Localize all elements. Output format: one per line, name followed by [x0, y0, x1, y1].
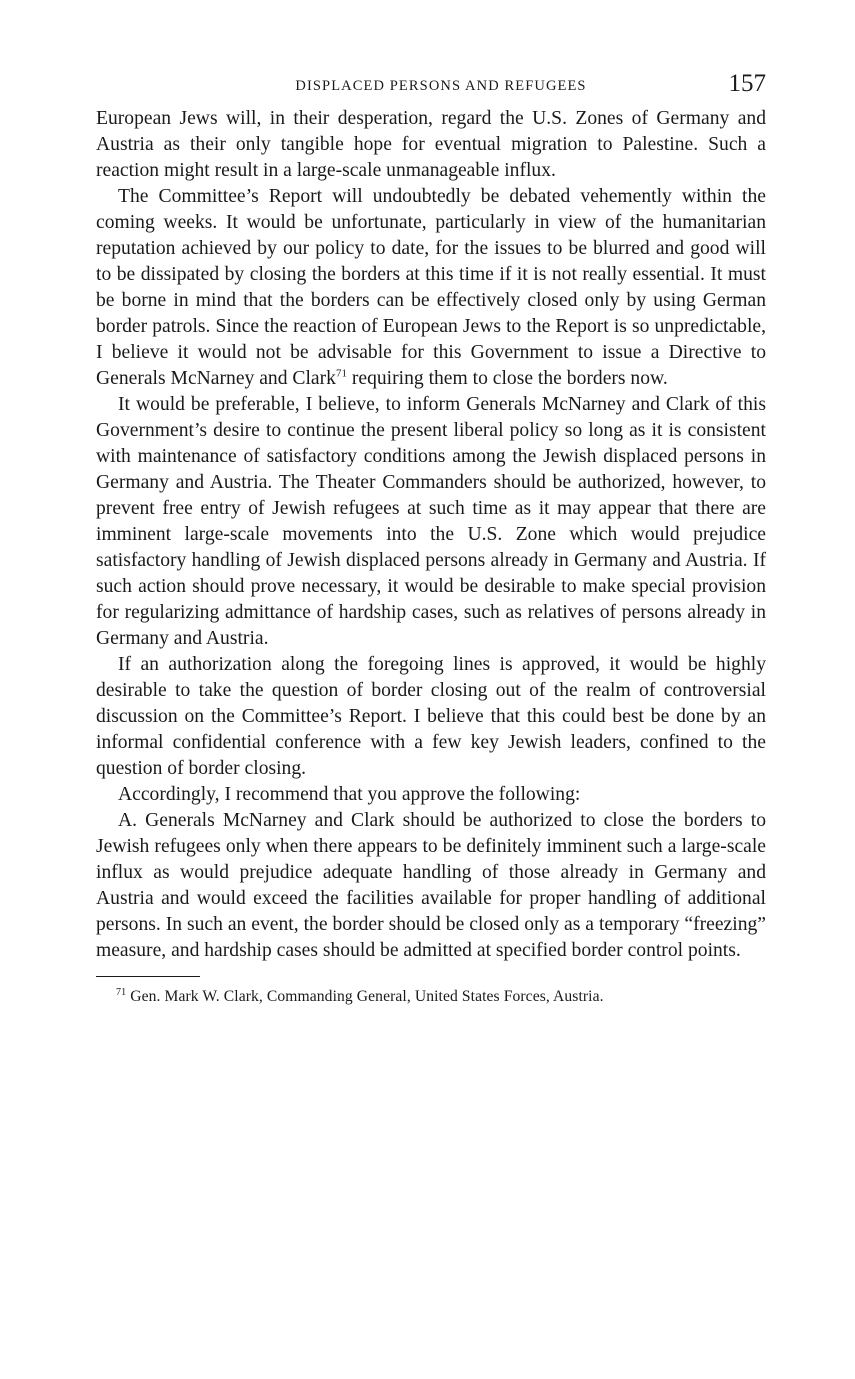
paragraph-1: European Jews will, in their desperation, regard the U.S. Zones of Germany and Austria as their only tangible hope for eventual migration to Palestine. Such a reaction might result in a large-scale unmanageable influx.: [96, 108, 766, 181]
footnote-text: Gen. Mark W. Clark, Commanding General, United States Forces, Austria.: [130, 988, 604, 1005]
footnote-rule: [96, 976, 200, 977]
paragraph-5: Accordingly, I recommend that you approve the following:: [118, 784, 581, 805]
running-title: DISPLACED PERSONS AND REFUGEES: [295, 78, 587, 94]
footnote-reference: 71: [335, 367, 347, 380]
paragraph-2-tail: requiring them to close the borders now.: [351, 368, 668, 389]
paragraph-6: A. Generals McNarney and Clark should be authorized to close the borders to Jewish refugees only when there appears to be definitely imminent such a large-scale influx as would prejudice adequate handling of those already in Germany and Austria and would exceed the facilities available for proper handling of additional persons. In such an event, the border should be closed only as a temporary “freezing” measure, and hardship cases should be admitted at specified border control points.: [96, 810, 766, 961]
paragraph-3: It would be preferable, I believe, to inform Generals McNarney and Clark of this Government’s desire to continue the present liberal policy so long as it is consistent with maintenance of satisfactory conditions among the Jewish displaced persons in Germany and Austria. The Theater Commanders should be authorized, however, to prevent free entry of Jewish refugees at such time as it may appear that there are imminent large-scale movements into the U.S. Zone which would prejudice satisfactory handling of Jewish displaced persons already in Germany and Austria. If such action should prove necessary, it would be desirable to make special provision for regularizing admittance of hardship cases, such as relatives of persons already in Germany and Austria.: [96, 394, 766, 649]
document-page: [96, 70, 766, 1007]
footnote-marker: 71: [116, 986, 127, 998]
footnote: [96, 987, 766, 1007]
paragraph-2-text: The Committee’s Report will undoubtedly be debated vehemently within the coming weeks. It would be unfortunate, particularly in view of the humanitarian reputation achieved by our policy to date, for the issues to be blurred and good will to be dissipated by closing the borders at this time if it is not really essential. It must be borne in mind that the borders can be effectively closed only by using German border patrols. Since the reaction of European Jews to the Report is so unpredictable, I believe it would not be advisable for this Government to issue a Directive to Generals McNarney and Clark: [96, 186, 766, 389]
paragraph-4: If an authorization along the foregoing lines is approved, it would be highly desirable to take the question of border closing out of the realm of controversial discussion on the Committee’s Report. I believe that this could best be done by an informal confidential conference with a few key Jewish leaders, confined to the question of border closing.: [96, 654, 766, 779]
paragraph-2: [96, 184, 766, 392]
page-number: 157: [728, 70, 766, 97]
running-head: [96, 70, 766, 106]
body-text: [96, 106, 766, 964]
